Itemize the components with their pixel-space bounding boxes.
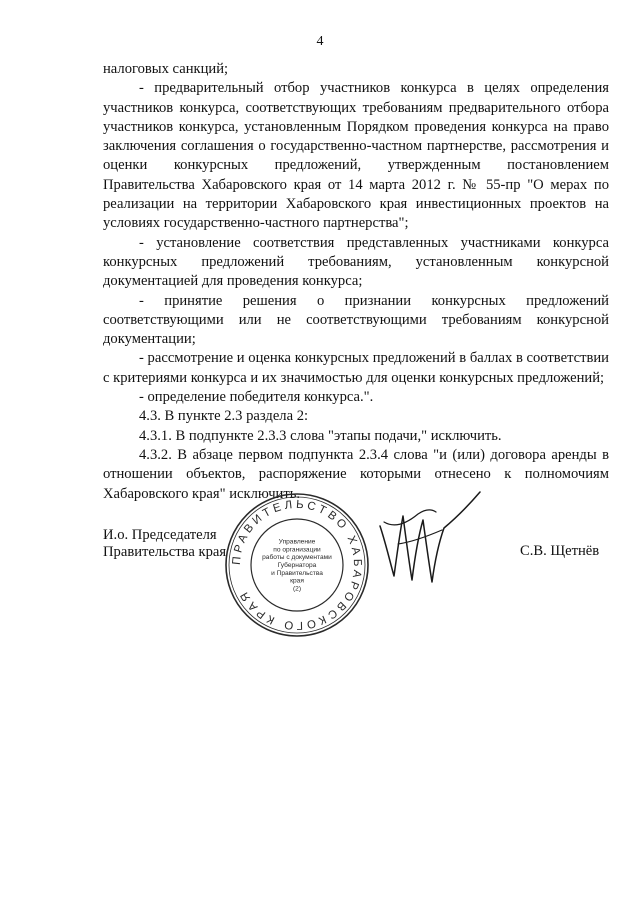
svg-text:(2): (2) [292,585,302,593]
page-number: 4 [316,34,324,49]
official-seal-icon [222,490,372,640]
paragraph: - установление соответствия представленных участниками конкурса конкурсных предложений требованиям, установленным конкурсной документацией для проведения конкурса; [103,234,609,290]
paragraph: - принятие решения о признании конкурсных предложений соответствующими или не соответствующими требованиям конкурсной документации; [103,292,609,348]
svg-text:по организации: по организации [273,546,321,554]
paragraph: 4.3. В пункте 2.3 раздела 2: [139,408,309,425]
paragraph: - предварительный отбор участников конкурса в целях определения участников конкурса, соответствующих требованиям предварительного отбора участников конкурса, установленным Порядком проведения конкурса на право заключения соглашения о государственно-частном партнерстве, рассмотрения и оценки конкурсных предложений, утвержденным постановлением Правительства Хабаровского края от 14 марта 2012 г. № 55-пр "О мерах по реализации на территории Хабаровского края инвестиционных проектов на условиях государственно-частного партнерства"; [103,80,609,232]
svg-text:и Правительства: и Правительства [271,569,323,577]
signatory-name: С.В. Щетнёв [520,543,600,559]
paragraph: 4.3.1. В подпункте 2.3.3 слова "этапы подачи," исключить. [139,427,502,444]
svg-text:Управление: Управление [278,538,316,546]
svg-text:ПРАВИТЕЛЬСТВО ХАБАРОВСКОГО КРА: ПРАВИТЕЛЬСТВО ХАБАРОВСКОГО КРАЯ [230,498,364,632]
paragraph: налоговых санкций; [103,61,229,77]
handwritten-signature-icon [372,484,484,596]
signatory-position [103,527,226,561]
document-body [103,60,609,504]
svg-text:Губернатора: Губернатора [277,562,317,569]
position-line: И.о. Председателя [103,527,217,543]
paragraph: - определение победителя конкурса.". [139,389,374,406]
svg-text:работы с документами: работы с документами [262,554,332,562]
position-line: Правительства края [103,544,227,560]
paragraph: 4.3.2. В абзаце первом подпункта 2.3.4 слова "и (или) договора аренды в отношении объектов, распоряжение которыми отнесено к полномочиям Хабаровского края" исключить. [103,446,609,502]
svg-text:края: края [290,577,304,585]
paragraph: - рассмотрение и оценка конкурсных предложений в баллах в соответствии с критериями конкурса и их значимостью для оценки конкурсных предложений; [103,350,609,386]
